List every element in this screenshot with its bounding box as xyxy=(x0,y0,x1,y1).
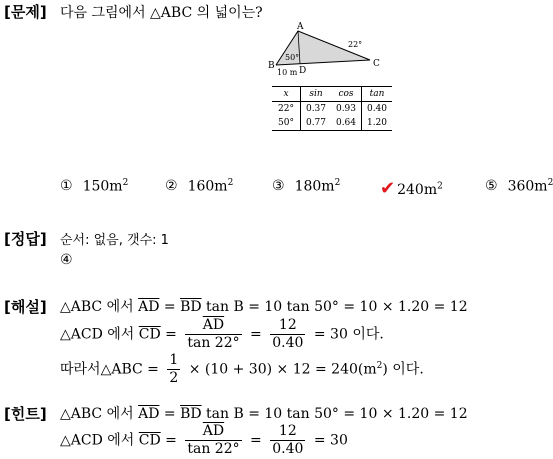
table-header: tan xyxy=(362,87,393,102)
choice-text: 360m xyxy=(507,178,548,195)
text: = xyxy=(245,432,267,449)
table-cell: 0.37 xyxy=(301,102,332,117)
text: = 30 xyxy=(309,432,348,449)
problem-question: 다음 그림에서 △ABC 의 넓이는? xyxy=(60,5,263,21)
answer-line1: 순서: 없음, 갯수: 1 xyxy=(60,233,169,248)
check-icon: ✔ xyxy=(380,178,396,199)
choice-sup: 2 xyxy=(437,181,443,192)
superscript: 2 xyxy=(376,360,383,371)
fraction: $\frac{12}{0.40}$ xyxy=(272,423,304,457)
table-header: x xyxy=(272,87,301,102)
label-angle-c: 22° xyxy=(348,40,363,49)
label-a: A xyxy=(297,22,304,32)
choice-text: 180m xyxy=(294,178,335,195)
choice-sup: 2 xyxy=(334,178,341,188)
solution-line-2 xyxy=(60,317,384,352)
table-header: cos xyxy=(331,87,362,102)
segment-cd: $\overline{CD}$ xyxy=(138,432,161,449)
fraction: $\frac{\overline{AD}}{\tan 22^\circ}$ xyxy=(187,317,240,351)
choice-2[interactable] xyxy=(165,178,233,195)
text: △ABC 에서 xyxy=(60,406,139,422)
choice-number: ⑤ xyxy=(485,177,498,194)
choice-number: ③ xyxy=(272,177,285,194)
text: × (10 + 30) × 12 = 240(m xyxy=(184,361,377,378)
segment-cd: $\overline{CD}$ xyxy=(138,326,161,343)
answer-tag: [정답] xyxy=(4,230,47,248)
choice-text: 160m xyxy=(187,178,228,195)
table-cell: 50° xyxy=(272,116,301,131)
label-bd: 10 m xyxy=(277,68,298,77)
table-row xyxy=(272,102,392,117)
choice-1[interactable] xyxy=(60,178,128,195)
solution-tag: [해설] xyxy=(4,298,47,316)
choice-number: ① xyxy=(60,177,73,194)
text: ) 이다. xyxy=(382,361,424,378)
label-b: B xyxy=(268,61,275,71)
text: 따라서△ABC = xyxy=(60,361,164,378)
hint-tag: [힌트] xyxy=(4,405,47,423)
table-cell: 0.40 xyxy=(362,102,393,117)
table-row xyxy=(272,116,392,131)
table-header: sin xyxy=(301,87,332,102)
choice-text: 150m xyxy=(82,178,123,195)
choice-5[interactable] xyxy=(485,178,553,195)
fraction: $\frac{1}{2}$ xyxy=(169,352,179,386)
text: = xyxy=(245,326,267,343)
text: △ABC 에서 xyxy=(60,299,139,315)
text: = xyxy=(159,299,181,315)
segment-ad: $\overline{AD}$ xyxy=(138,406,160,422)
solution-line-3 xyxy=(60,352,424,387)
label-angle-b: 50° xyxy=(285,53,300,62)
table-cell: 22° xyxy=(278,104,294,114)
choice-sup: 2 xyxy=(547,178,553,188)
solution-line-1 xyxy=(60,296,468,316)
text: △ACD 에서 xyxy=(60,326,139,343)
table-cell: 1.20 xyxy=(362,116,393,131)
table-cell: 0.77 xyxy=(301,116,332,131)
text: tan B = 10 tan 50° = 10 × 1.20 = 12 xyxy=(201,299,468,315)
triangle-figure xyxy=(268,20,388,80)
fraction: $\frac{12}{0.40}$ xyxy=(272,317,304,351)
hint-line-2 xyxy=(60,423,348,458)
table-cell: 0.64 xyxy=(331,116,362,131)
segment-ad: $\overline{AD}$ xyxy=(138,299,160,315)
choice-sup: 2 xyxy=(227,178,234,188)
choice-3[interactable] xyxy=(272,178,340,195)
hint-line-1 xyxy=(60,403,468,423)
choice-text: 240m xyxy=(397,182,438,198)
label-c: C xyxy=(373,59,380,69)
text: = 30 이다. xyxy=(309,326,384,343)
table-cell: 0.93 xyxy=(335,104,357,114)
choice-sup: 2 xyxy=(122,178,129,188)
text: = xyxy=(160,326,182,343)
trig-table xyxy=(272,86,392,131)
choice-4[interactable] xyxy=(380,178,443,199)
problem-tag: [문제] xyxy=(4,3,47,21)
text: tan B = 10 tan 50° = 10 × 1.20 = 12 xyxy=(201,406,468,422)
text: △ACD 에서 xyxy=(60,432,139,449)
text: = xyxy=(159,406,181,422)
fraction: $\frac{\overline{AD}}{\tan 22^\circ}$ xyxy=(187,423,240,457)
answer-line2: ④ xyxy=(60,252,73,268)
text: = xyxy=(160,432,182,449)
label-d: D xyxy=(299,66,307,76)
segment-bd: $\overline{BD}$ xyxy=(180,299,202,315)
choice-number: ② xyxy=(165,177,178,194)
segment-bd: $\overline{BD}$ xyxy=(180,406,202,422)
